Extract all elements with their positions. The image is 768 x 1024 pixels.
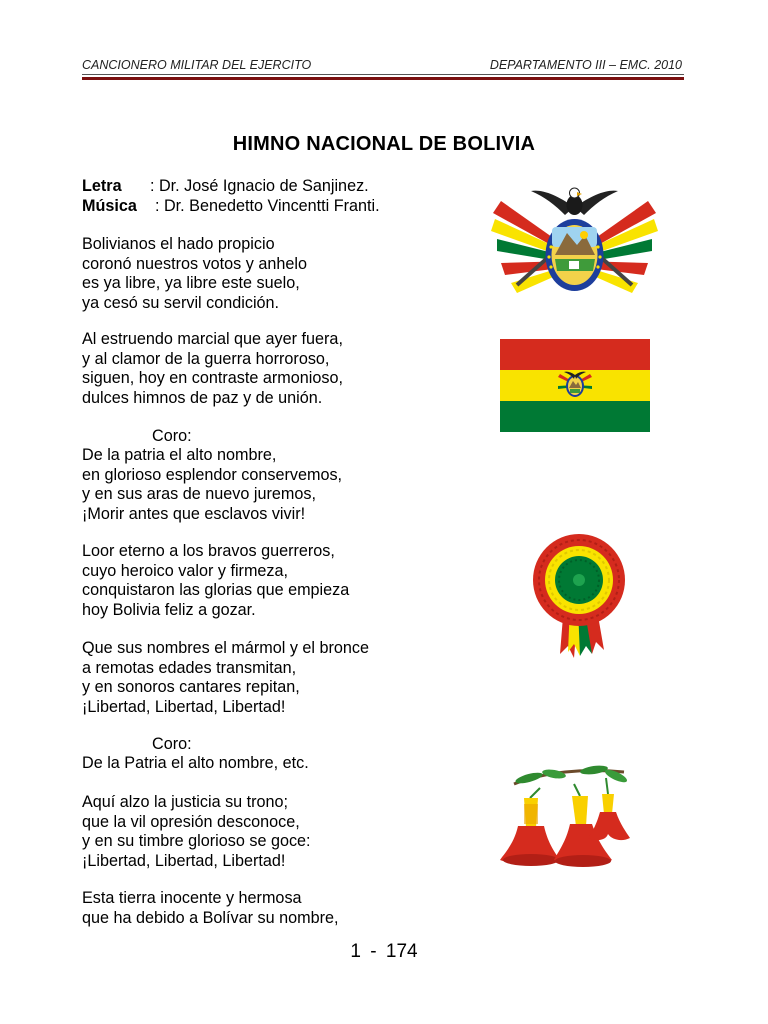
tricolor-rosette-image bbox=[524, 534, 636, 664]
verse-line: y en sonoros cantares repitan, bbox=[82, 678, 300, 696]
header-rule-thick bbox=[82, 77, 684, 80]
stanza bbox=[82, 542, 349, 620]
coro-label: Coro: bbox=[152, 735, 192, 753]
page-number: 1 - 174 bbox=[350, 941, 418, 962]
verse-line: Que sus nombres el mármol y el bronce bbox=[82, 639, 369, 657]
credit-letra bbox=[82, 177, 380, 197]
stanza-coro bbox=[82, 754, 309, 774]
page-title: HIMNO NACIONAL DE BOLIVIA bbox=[232, 133, 536, 155]
verse-line: Bolivianos el hado propicio bbox=[82, 235, 275, 253]
verse-line: cuyo heroico valor y firmeza, bbox=[82, 561, 289, 580]
stanza-coro bbox=[82, 446, 342, 524]
credit-musica bbox=[82, 197, 380, 217]
stanza bbox=[82, 889, 338, 928]
verse-line: ¡Morir antes que esclavos vivir! bbox=[82, 504, 306, 523]
verse-line: y en sus aras de nuevo juremos, bbox=[82, 485, 316, 503]
coro-label: Coro: bbox=[152, 427, 192, 445]
stanza bbox=[82, 639, 369, 717]
letra-label: Letra bbox=[82, 177, 122, 195]
verse-line: De la Patria el alto nombre, etc. bbox=[82, 754, 309, 772]
credits-block bbox=[82, 177, 380, 216]
musica-label: Música bbox=[82, 196, 137, 215]
coat-of-arms-image bbox=[487, 175, 662, 300]
bolivian-flag-image bbox=[500, 339, 650, 432]
verse-line: dulces himnos de paz y de unión. bbox=[82, 388, 323, 407]
stanza bbox=[82, 330, 343, 408]
verse-line: en glorioso esplendor conservemos, bbox=[82, 465, 343, 484]
verse-line: Aquí alzo la justicia su trono; bbox=[82, 793, 289, 811]
kantuta-flowers-image bbox=[494, 764, 634, 881]
verse-line: y en su timbre glorioso se goce: bbox=[82, 832, 311, 850]
stanza bbox=[82, 235, 307, 313]
leaf-icons bbox=[514, 764, 628, 785]
verse-line: De la patria el alto nombre, bbox=[82, 446, 277, 464]
verse-line: ¡Libertad, Libertad, Libertad! bbox=[82, 851, 286, 870]
verse-line: que ha debido a Bolívar su nombre, bbox=[82, 908, 339, 927]
verse-line: siguen, hoy en contraste armonioso, bbox=[82, 369, 343, 387]
flower-small bbox=[588, 778, 630, 840]
verse-line: y al clamor de la guerra horroroso, bbox=[82, 349, 330, 368]
condor-icon bbox=[531, 188, 618, 215]
letra-value: : Dr. José Ignacio de Sanjinez. bbox=[150, 177, 369, 195]
header-rule-thin bbox=[82, 74, 684, 75]
verse-line: que la vil opresión desconoce, bbox=[82, 812, 300, 831]
stanza bbox=[82, 793, 311, 871]
verse-line: Loor eterno a los bravos guerreros, bbox=[82, 542, 335, 560]
musica-value: : Dr. Benedetto Vincentti Franti. bbox=[155, 196, 380, 215]
verse-line: Al estruendo marcial que ayer fuera, bbox=[82, 330, 343, 348]
verse-line: coronó nuestros votos y anhelo bbox=[82, 254, 307, 273]
verse-line: hoy Bolivia feliz a gozar. bbox=[82, 600, 256, 619]
verse-line: conquistaron las glorias que empieza bbox=[82, 581, 350, 599]
header-right-text: DEPARTAMENTO III – EMC. 2010 bbox=[489, 58, 682, 72]
verse-line: ya cesó su servil condición. bbox=[82, 293, 280, 312]
verse-line: a remotas edades transmitan, bbox=[82, 658, 297, 677]
verse-line: Esta tierra inocente y hermosa bbox=[82, 889, 302, 907]
header-left-text: CANCIONERO MILITAR DEL EJERCITO bbox=[82, 58, 312, 72]
verse-line: ¡Libertad, Libertad, Libertad! bbox=[82, 697, 286, 716]
flower-left bbox=[500, 788, 560, 866]
verse-line: es ya libre, ya libre este suelo, bbox=[82, 274, 300, 292]
shield-icon bbox=[546, 219, 604, 291]
